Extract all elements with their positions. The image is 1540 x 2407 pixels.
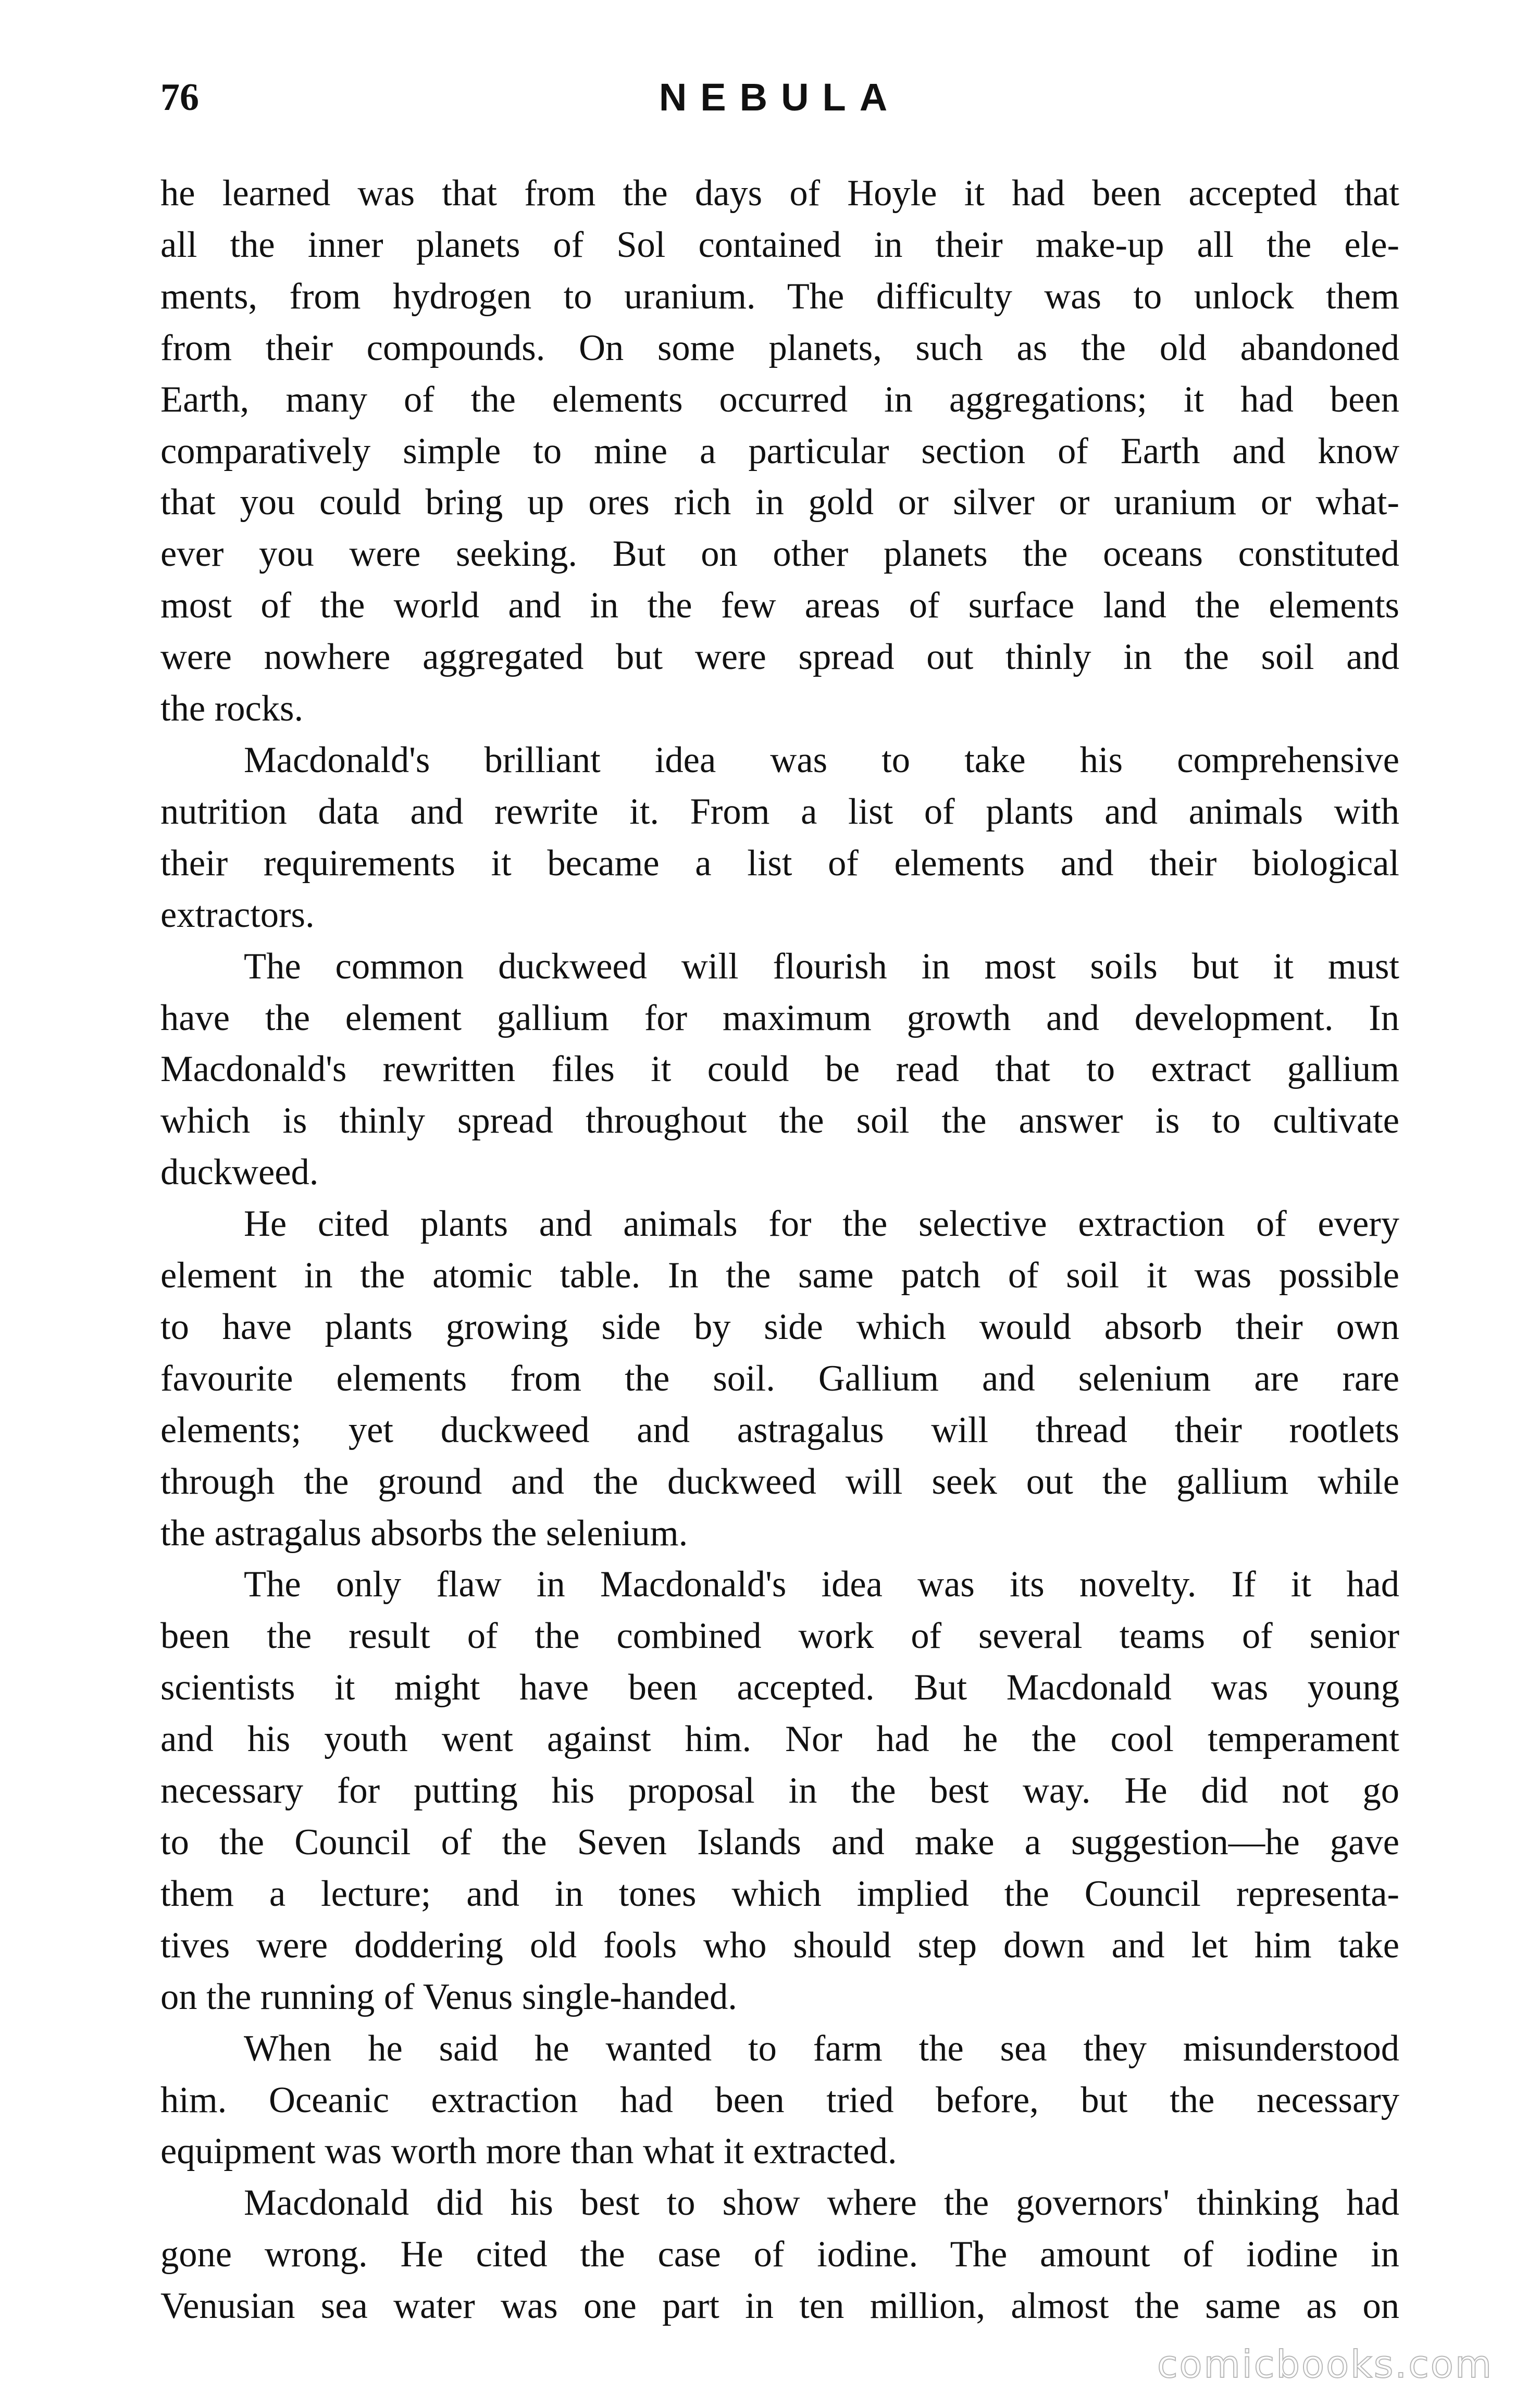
text-line: the astragalus absorbs the selenium. <box>160 1512 688 1554</box>
paragraph <box>160 1559 1399 2023</box>
text-line: which is thinly spread throughout the soil the answer is to cultivate <box>160 1100 1399 1142</box>
text-line: scientists it might have been accepted. But Macdonald was young <box>160 1667 1399 1708</box>
text-line: most of the world and in the few areas of surface land the elements <box>160 585 1399 626</box>
text-line: ever you were seeking. But on other planets the oceans constituted <box>160 533 1399 575</box>
running-title: NEBULA <box>659 76 901 119</box>
page-number: 76 <box>160 76 199 119</box>
page-header <box>160 64 1399 131</box>
text-line: were nowhere aggregated but were spread out thinly in the soil and <box>160 637 1399 678</box>
text-line: tives were doddering old fools who should step down and let him take <box>160 1925 1399 1966</box>
text-line: from their compounds. On some planets, such as the old abandoned <box>160 327 1399 368</box>
paragraph <box>160 2177 1399 2332</box>
text-line: extractors. <box>160 894 315 935</box>
text-line: all the inner planets of Sol contained in their make-up all the ele- <box>160 224 1399 265</box>
text-line: The common duckweed will flourish in most soils but it must <box>244 946 1399 987</box>
text-line: and his youth went against him. Nor had he the cool temperament <box>160 1719 1399 1760</box>
text-line: element in the atomic table. In the same patch of soil it was possible <box>160 1255 1399 1296</box>
paragraph <box>160 168 1399 735</box>
text-line: Macdonald did his best to show where the governors' thinking had <box>244 2182 1399 2224</box>
text-line: Macdonald's brilliant idea was to take his comprehensive <box>244 739 1399 780</box>
text-line: necessary for putting his proposal in the best way. He did not go <box>160 1770 1399 1812</box>
text-line: them a lecture; and in tones which implied the Council representa- <box>160 1873 1399 1914</box>
text-line: been the result of the combined work of several teams of senior <box>160 1616 1399 1657</box>
text-line: have the element gallium for maximum growth and development. In <box>160 997 1399 1038</box>
text-line: to the Council of the Seven Islands and make a suggestion—he gave <box>160 1822 1399 1863</box>
text-line: ments, from hydrogen to uranium. The difficulty was to unlock them <box>160 276 1399 317</box>
text-line: duckweed. <box>160 1152 319 1193</box>
text-line: him. Oceanic extraction had been tried before, but the necessary <box>160 2079 1399 2120</box>
paragraph <box>160 735 1399 941</box>
text-line: gone wrong. He cited the case of iodine. The amount of iodine in <box>160 2234 1399 2275</box>
paragraph <box>160 1198 1399 1559</box>
text-line: favourite elements from the soil. Gallium and selenium are rare <box>160 1358 1399 1399</box>
text-line: Macdonald's rewritten files it could be read that to extract gallium <box>160 1049 1399 1090</box>
watermark: comicbooks.com <box>1157 2342 1493 2386</box>
text-line: When he said he wanted to farm the sea they misunderstood <box>244 2028 1399 2069</box>
paragraph <box>160 941 1399 1199</box>
text-line: The only flaw in Macdonald's idea was its novelty. If it had <box>244 1564 1399 1605</box>
text-line: that you could bring up ores rich in gold or silver or uranium or what- <box>160 482 1399 523</box>
paragraph <box>160 2023 1399 2178</box>
text-line: He cited plants and animals for the selective extraction of every <box>244 1204 1399 1245</box>
text-line: elements; yet duckweed and astragalus will thread their rootlets <box>160 1409 1399 1450</box>
text-line: on the running of Venus single-handed. <box>160 1976 737 2017</box>
text-line: the rocks. <box>160 688 304 729</box>
text-line: comparatively simple to mine a particular section of Earth and know <box>160 430 1399 472</box>
text-line: equipment was worth more than what it extracted. <box>160 2131 897 2172</box>
text-line: through the ground and the duckweed will seek out the gallium while <box>160 1461 1399 1502</box>
body-text <box>160 168 1399 2332</box>
text-line: Venusian sea water was one part in ten million, almost the same as on <box>160 2286 1399 2327</box>
text-line: Earth, many of the elements occurred in aggregations; it had been <box>160 379 1399 420</box>
text-line: he learned was that from the days of Hoyle it had been accepted that <box>160 173 1399 214</box>
text-line: nutrition data and rewrite it. From a list of plants and animals with <box>160 791 1399 832</box>
text-line: their requirements it became a list of elements and their biological <box>160 842 1399 884</box>
text-line: to have plants growing side by side which would absorb their own <box>160 1306 1399 1347</box>
